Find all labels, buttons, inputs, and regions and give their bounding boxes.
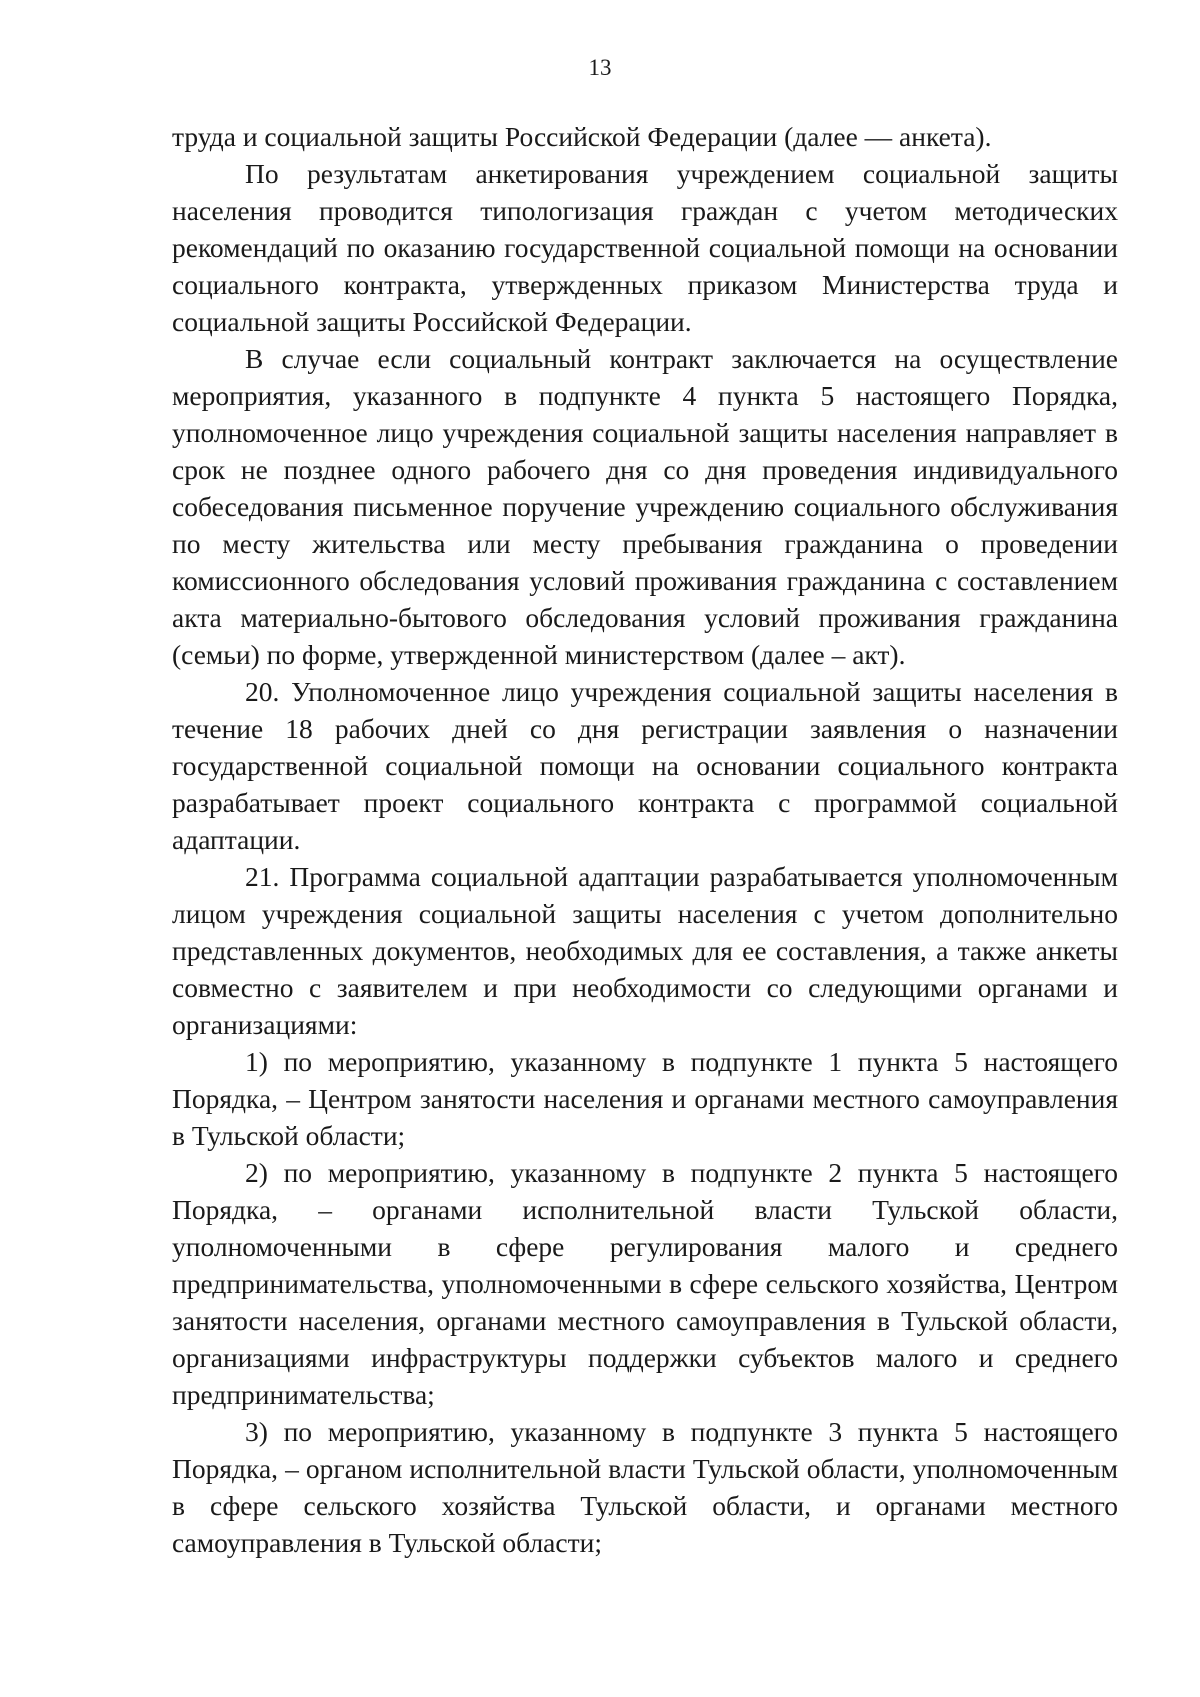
paragraph-clause-21: 21. Программа социальной адаптации разрабатывается уполномоченным лицом учреждения социальной защиты населения с учетом дополнительно представленных документов, необходимых для ее составления, а также анкеты совместно с заявителем и при необходимости со следующими органами и организациями: [172,861,1118,1040]
paragraph-inspection-order: В случае если социальный контракт заключается на осуществление мероприятия, указанного в подпункте 4 пункта 5 настоящего Порядка, уполномоченное лицо учреждения социальной защиты населения направляет в срок не позднее одного рабочего дня со дня проведения индивидуального собеседования письменное поручение учреждению социального обслуживания по месту жительства или месту пребывания гражданина о проведении комиссионного обследования условий проживания гражданина с составлением акта материально-бытового обследования условий проживания гражданина (семьи) по форме, утвержденной министерством (далее – акт). [172,343,1118,670]
list-item-2: 2) по мероприятию, указанному в подпункте 2 пункта 5 настоящего Порядка, – органами исполнительной власти Тульской области, уполномоченными в сфере регулирования малого и среднего предпринимательства, уполномоченными в сфере сельского хозяйства, Центром занятости населения, органами местного самоуправления в Тульской области, организациями инфраструктуры поддержки субъектов малого и среднего предпринимательства; [172,1157,1118,1410]
document-body [172,118,1118,1561]
paragraph-clause-20: 20. Уполномоченное лицо учреждения социальной защиты населения в течение 18 рабочих дней со дня регистрации заявления о назначении государственной социальной помощи на основании социального контракта разрабатывает проект социального контракта с программой социальной адаптации. [172,676,1118,855]
list-item-1: 1) по мероприятию, указанному в подпункте 1 пункта 5 настоящего Порядка, – Центром занятости населения и органами местного самоуправления в Тульской области; [172,1046,1118,1151]
paragraph-continuation: труда и социальной защиты Российской Федерации (далее — анкета). [172,121,992,152]
paragraph-typologization: По результатам анкетирования учреждением социальной защиты населения проводится типологизация граждан с учетом методических рекомендаций по оказанию государственной социальной помощи на основании социального контракта, утвержденных приказом Министерства труда и социальной защиты Российской Федерации. [172,158,1118,337]
page-number: 13 [588,55,612,80]
list-item-3: 3) по мероприятию, указанному в подпункте 3 пункта 5 настоящего Порядка, – органом исполнительной власти Тульской области, уполномоченным в сфере сельского хозяйства Тульской области, и органами местного самоуправления в Тульской области; [172,1416,1118,1558]
